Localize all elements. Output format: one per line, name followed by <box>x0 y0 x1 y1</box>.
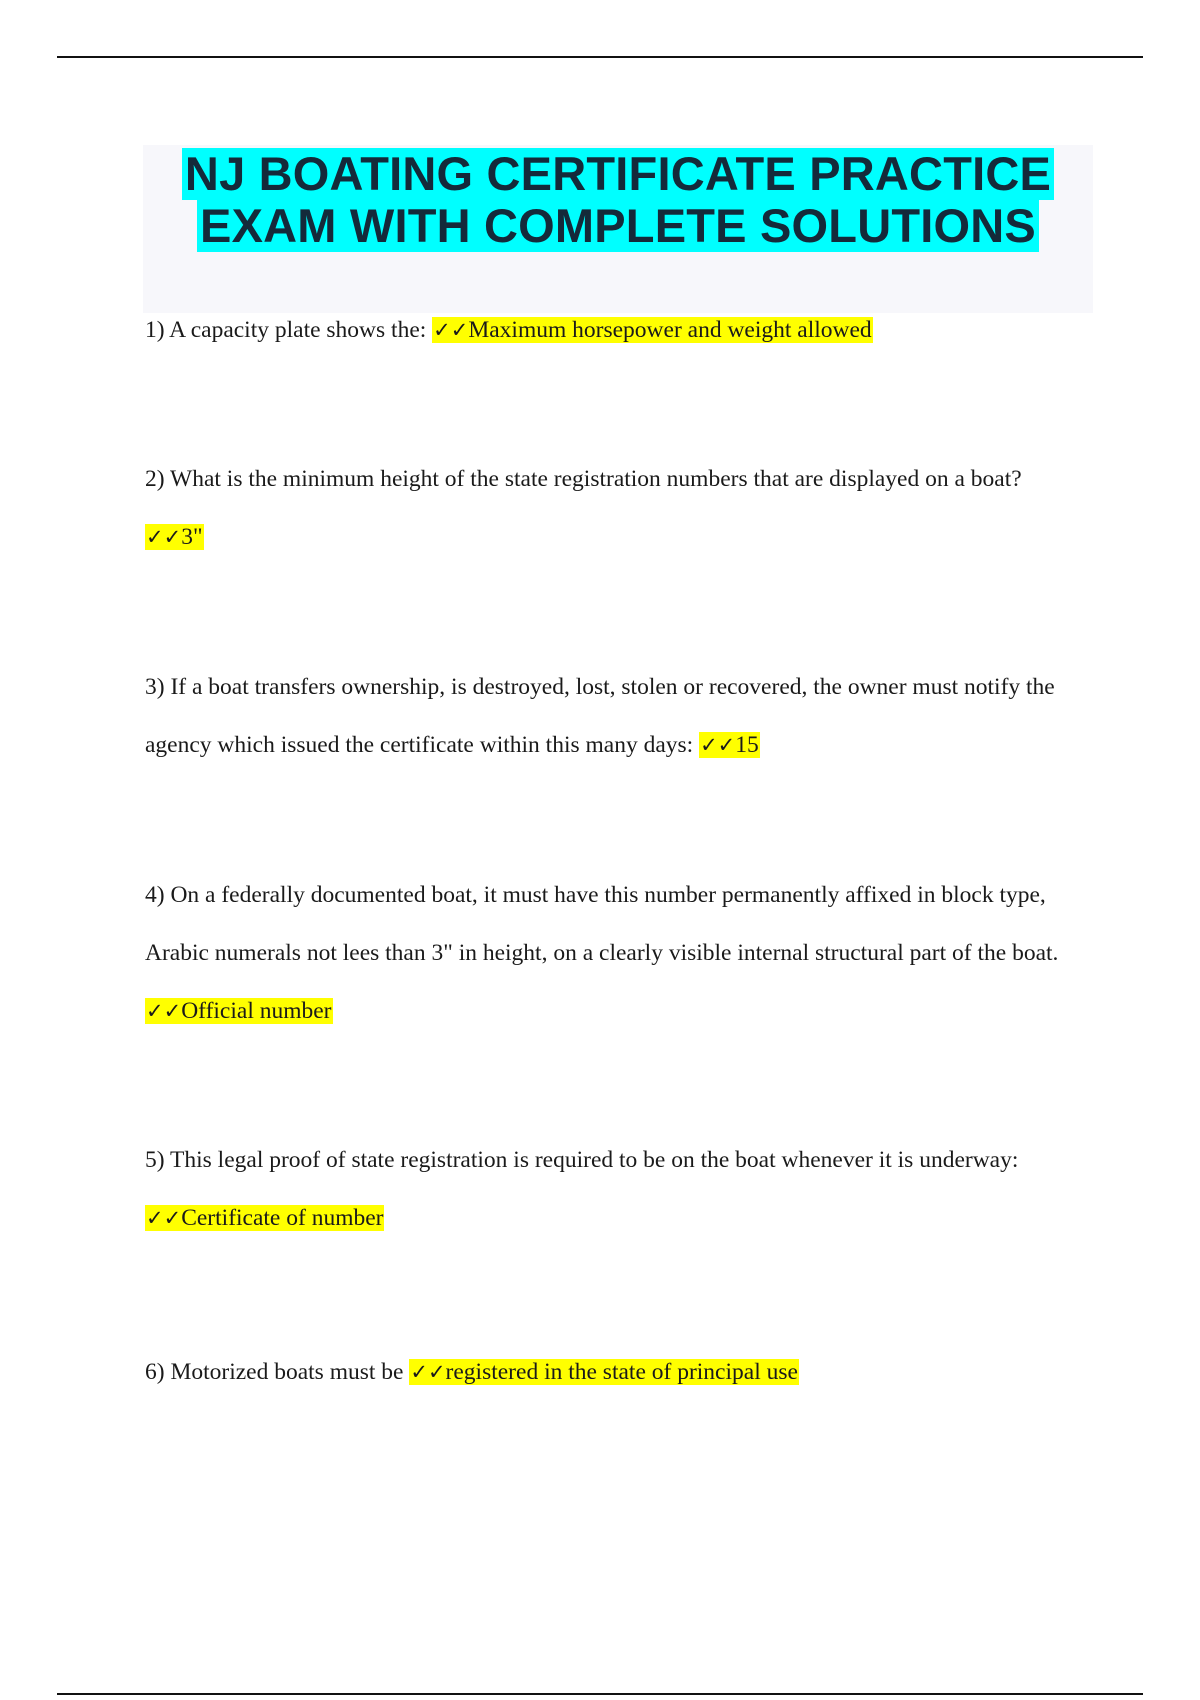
question-3-line-2-text: agency which issued the certificate within this many days: <box>145 732 700 758</box>
question-1-text: 1) A capacity plate shows the: <box>145 317 433 343</box>
checkmark-icon: ✓✓ <box>146 525 182 549</box>
answer-2 <box>145 524 204 550</box>
question-5 <box>145 1131 1095 1247</box>
question-4-line-2: Arabic numerals not lees than 3" in height, on a clearly visible internal structural part of the boat. <box>145 940 1059 966</box>
question-2-answer-line <box>145 508 1095 566</box>
question-6-line <box>145 1343 1095 1401</box>
checkmark-icon: ✓✓ <box>410 1360 446 1384</box>
answer-6-text: registered in the state of principal use <box>445 1359 798 1385</box>
answer-2-text: 3" <box>181 524 203 550</box>
title-line-1: NJ BOATING CERTIFICATE PRACTICE <box>182 148 1054 200</box>
top-rule <box>57 56 1143 58</box>
question-5-text: 5) This legal proof of state registration is required to be on the boat whenever it is underway: <box>145 1147 1019 1173</box>
answer-5-text: Certificate of number <box>181 1205 384 1231</box>
bottom-rule <box>57 1693 1143 1695</box>
answer-6 <box>409 1359 799 1385</box>
checkmark-icon: ✓✓ <box>146 1206 182 1230</box>
question-2-text: 2) What is the minimum height of the state registration numbers that are displayed on a boat? <box>145 466 1022 492</box>
question-6-text: 6) Motorized boats must be <box>145 1359 410 1385</box>
title-block <box>143 145 1093 313</box>
answer-5 <box>145 1205 384 1231</box>
question-4-line-1: 4) On a federally documented boat, it must have this number permanently affixed in block type, <box>145 882 1046 908</box>
question-4 <box>145 866 1095 1040</box>
answer-1 <box>432 317 873 343</box>
answer-1-text: Maximum horsepower and weight allowed <box>468 317 872 343</box>
question-4-answer-line <box>145 982 1095 1040</box>
question-1 <box>145 301 1095 359</box>
question-3-line-2 <box>145 716 1095 774</box>
question-6 <box>145 1343 1095 1401</box>
question-1-line <box>145 301 1095 359</box>
checkmark-icon: ✓✓ <box>700 733 736 757</box>
checkmark-icon: ✓✓ <box>146 999 182 1023</box>
answer-3 <box>699 732 760 758</box>
answer-4-text: Official number <box>181 998 332 1024</box>
question-3-line-1: 3) If a boat transfers ownership, is destroyed, lost, stolen or recovered, the owner must notify the <box>145 674 1055 700</box>
title-line-2: EXAM WITH COMPLETE SOLUTIONS <box>197 200 1039 252</box>
question-2 <box>145 450 1095 566</box>
checkmark-icon: ✓✓ <box>433 318 469 342</box>
question-5-answer-line <box>145 1189 1095 1247</box>
answer-4 <box>145 998 333 1024</box>
question-3 <box>145 658 1095 774</box>
answer-3-text: 15 <box>735 732 759 758</box>
